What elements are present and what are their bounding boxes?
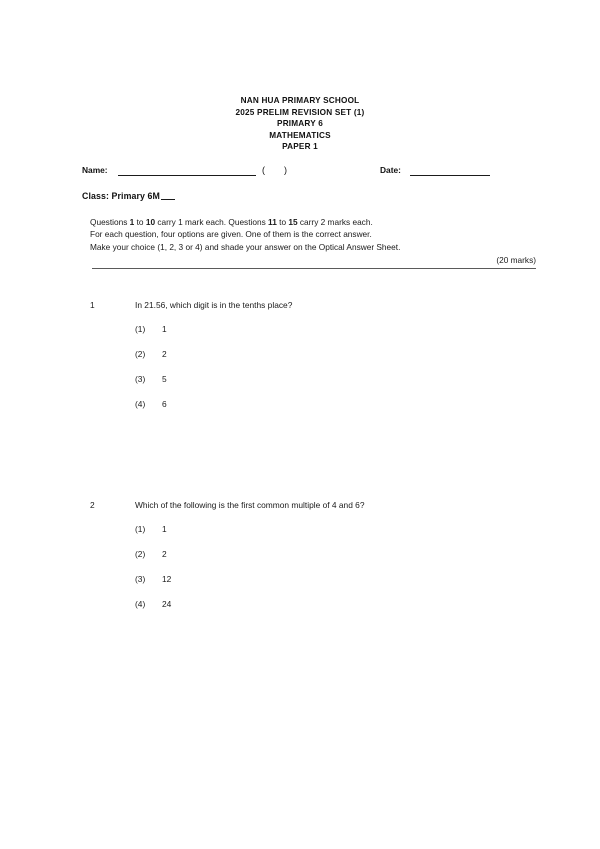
exam-header: [0, 95, 600, 153]
paper-number: PAPER 1: [282, 142, 318, 152]
student-identity-row: [82, 164, 540, 180]
option-key: (3): [135, 574, 146, 584]
instruction-1-part-g: to: [276, 217, 289, 227]
instruction-1-q-end: 10: [145, 217, 156, 227]
total-marks-label: (20 marks): [496, 255, 536, 265]
name-label: Name:: [82, 165, 108, 175]
name-blank-field[interactable]: [118, 175, 256, 176]
class-blank-field[interactable]: [161, 199, 175, 200]
class-label: Class: Primary 6M: [82, 191, 160, 201]
question-1-text: In 21.56, which digit is in the tenths place?: [135, 300, 293, 310]
question-1-number: 1: [90, 300, 95, 310]
option-key: (1): [135, 324, 146, 334]
subject: MATHEMATICS: [269, 130, 331, 140]
instructions-divider: [92, 268, 536, 269]
option-value: 1: [162, 524, 167, 534]
instruction-line-3: Make your choice (1, 2, 3 or 4) and shade your answer on the Optical Answer Sheet.: [90, 241, 401, 252]
instruction-line-2: For each question, four options are given. One of them is the correct answer.: [90, 229, 372, 240]
option-key: (3): [135, 374, 146, 384]
instructions-block: [90, 216, 510, 253]
option-key: (2): [135, 549, 146, 559]
option-value: 12: [162, 574, 172, 584]
instruction-1-q2-start: 11: [268, 217, 277, 227]
option-value: 5: [162, 374, 167, 384]
option-value: 2: [162, 549, 167, 559]
instruction-1-q-start: 1: [129, 217, 135, 227]
school-name: NAN HUA PRIMARY SCHOOL: [240, 96, 360, 105]
option-value: 6: [162, 399, 167, 409]
option-key: (1): [135, 524, 146, 534]
option-value: 2: [162, 349, 167, 359]
option-value: 1: [162, 324, 167, 334]
instruction-1-part-c: to: [134, 217, 146, 227]
date-blank-field[interactable]: [410, 175, 490, 176]
option-key: (4): [135, 399, 146, 409]
instruction-1-part-i: carry 2 marks each.: [297, 217, 373, 227]
date-label: Date:: [380, 165, 401, 175]
instruction-1-q2-end: 15: [288, 217, 298, 227]
option-key: (2): [135, 349, 146, 359]
instruction-1-part-a: Questions: [90, 217, 130, 227]
class-row: [82, 191, 175, 201]
option-key: (4): [135, 599, 146, 609]
question-2-number: 2: [90, 500, 95, 510]
exam-set-title: 2025 PRELIM REVISION SET (1): [235, 107, 365, 117]
instruction-1-part-e: carry 1 mark each. Questions: [155, 217, 269, 227]
question-2-text: Which of the following is the first common multiple of 4 and 6?: [135, 500, 365, 510]
grade-level: PRIMARY 6: [277, 119, 323, 129]
index-number-paren-close: ): [284, 165, 287, 175]
option-value: 24: [162, 599, 172, 609]
instruction-line-1: [90, 216, 510, 228]
index-number-paren-open: (: [262, 165, 265, 175]
